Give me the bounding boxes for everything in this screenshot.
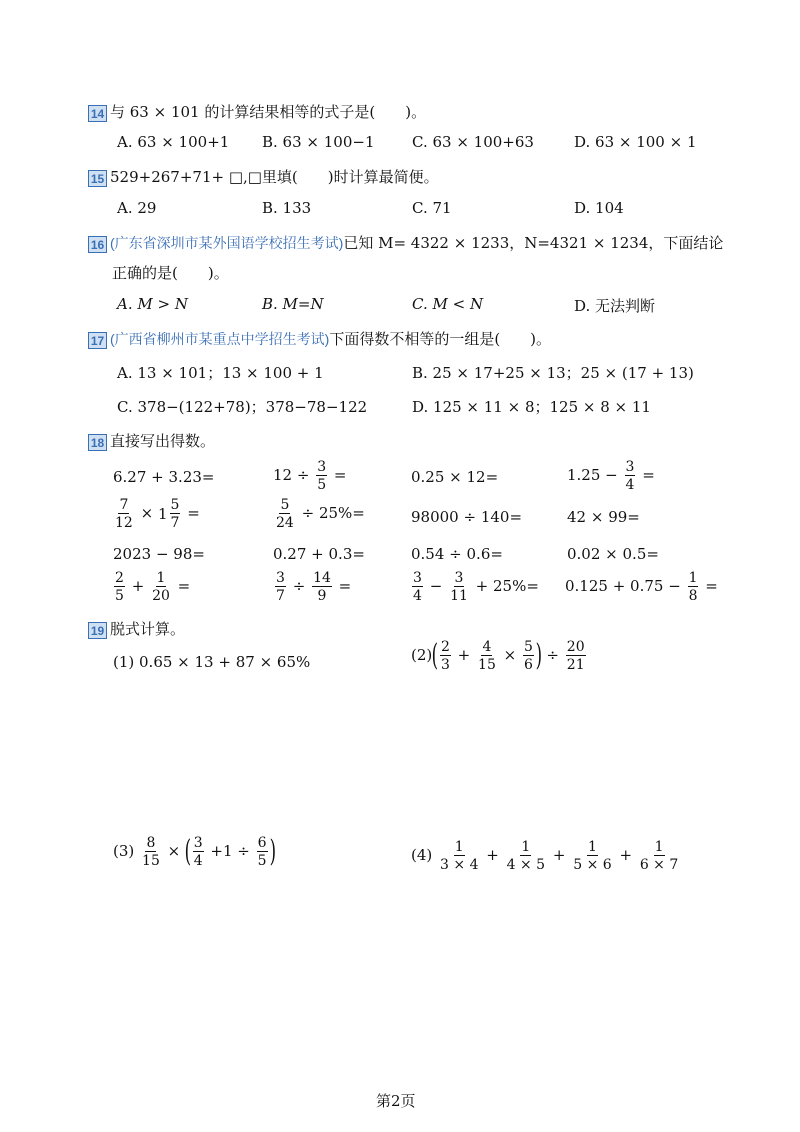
question-number-badge: 18 <box>88 434 107 451</box>
fraction: $\frac{2}{5}$ <box>115 570 124 604</box>
q14-option-d: D. 63 × 100 × 1 <box>574 133 697 151</box>
fraction: $\frac{7}{12}$ <box>115 497 133 531</box>
q15-option-d: D. 104 <box>574 199 624 217</box>
q18-stem: 直接写出得数。 <box>110 432 216 450</box>
q18-r4-c2: $\frac{3}{7}$ ÷ $\frac{14}{9}$ = <box>276 570 352 604</box>
q14-stem-line <box>88 101 426 122</box>
fraction: $\frac{1}{3 \times 4}$ <box>440 839 479 873</box>
q18-r4-c4: 0.125 + 0.75 − $\frac{1}{8}$ = <box>565 570 718 604</box>
q18-r3-c3: 0.54 ÷ 0.6= <box>411 545 503 563</box>
q19-stem: 脱式计算。 <box>110 620 186 638</box>
q15-stem: 529+267+71+ □,□里填( )时计算最简便。 <box>110 168 439 186</box>
q18-r3-c2: 0.27 + 0.3= <box>273 545 365 563</box>
q19-problem-3: (3) $\frac{8}{15}$ × ( $\frac{3}{4}$ +1 ÷ $\frac{6}{5}$ ) <box>113 834 276 869</box>
q19-problem-1: (1) 0.65 × 13 + 87 × 65% <box>113 653 311 671</box>
q14-stem: 与 63 × 101 的计算结果相等的式子是( )。 <box>110 103 427 121</box>
q19-problem-2: (2)( $\frac{2}{3}$ + $\frac{4}{15}$ × $\frac{5}{6}$ ) ÷ $\frac{20}{21}$ <box>411 638 585 673</box>
q18-stem-line <box>88 430 215 451</box>
q17-stem: 下面得数不相等的一组是( )。 <box>329 330 552 348</box>
fraction: $\frac{3}{5}$ <box>317 459 327 493</box>
q15-option-b: B. 133 <box>262 199 312 217</box>
fraction: $\frac{3}{4}$ <box>193 835 203 869</box>
q16-source: (广东省深圳市某外国语学校招生考试) <box>110 235 344 251</box>
question-number-badge: 16 <box>88 236 107 253</box>
fraction: $\frac{20}{21}$ <box>566 639 585 673</box>
q16-stem-line <box>88 232 723 253</box>
q16-option-c: C. M < N <box>412 295 484 313</box>
q18-r1-c3: 0.25 × 12= <box>411 468 499 486</box>
fraction: $\frac{3}{4}$ <box>413 570 422 604</box>
fraction: $\frac{8}{15}$ <box>142 835 160 869</box>
q15-stem-line <box>88 166 439 187</box>
question-number-badge: 19 <box>88 622 107 639</box>
q17-stem-line <box>88 328 551 349</box>
fraction: $\frac{6}{5}$ <box>257 835 267 869</box>
question-number-badge: 17 <box>88 332 107 349</box>
q18-r3-c4: 0.02 × 0.5= <box>567 545 659 563</box>
q19-problem-4: (4) $\frac{1}{3 \times 4}$ + $\frac{1}{4 \times 5}$ + $\frac{1}{5 \times 6}$ + $\frac{1}{6 \times 7}$ <box>411 839 679 873</box>
q18-r2-c4: 42 × 99= <box>567 508 640 526</box>
q18-r4-c1: $\frac{2}{5}$ + $\frac{1}{20}$ = <box>115 570 191 604</box>
q16-stem: 已知 M= 4322 × 1233，N=4321 × 1234，下面结论 <box>343 234 724 252</box>
q14-option-a: A. 63 × 100+1 <box>117 133 230 151</box>
fraction: $\frac{1}{8}$ <box>688 570 698 604</box>
q17-option-a: A. 13 × 101；13 × 100 + 1 <box>117 364 324 382</box>
question-number-badge: 14 <box>88 105 107 122</box>
q18-r2-c3: 98000 ÷ 140= <box>411 508 523 526</box>
q17-option-d: D. 125 × 11 × 8；125 × 8 × 11 <box>412 398 651 416</box>
fraction: $\frac{2}{3}$ <box>440 639 450 673</box>
q15-option-c: C. 71 <box>412 199 452 217</box>
q18-r1-c2: 12 ÷ $\frac{3}{5}$ = <box>273 459 347 493</box>
fraction: $\frac{14}{9}$ <box>313 570 331 604</box>
q14-option-c: C. 63 × 100+63 <box>412 133 534 151</box>
q16-stem-cont: 正确的是( )。 <box>112 264 229 282</box>
q15-option-a: A. 29 <box>117 199 157 217</box>
q17-source: (广西省柳州市某重点中学招生考试) <box>110 331 330 347</box>
fraction: $\frac{3}{11}$ <box>450 570 468 604</box>
mixed-number: 1 $\frac{5}{7}$ <box>157 497 180 531</box>
fraction: $\frac{4}{15}$ <box>478 639 496 673</box>
q17-option-c: C. 378−(122+78)；378−78−122 <box>117 398 368 416</box>
q18-r1-c1: 6.27 + 3.23= <box>113 468 215 486</box>
fraction: $\frac{5}{6}$ <box>524 639 533 673</box>
q18-r2-c2: $\frac{5}{24}$ ÷ 25%= <box>276 497 365 531</box>
fraction: $\frac{3}{4}$ <box>625 459 635 493</box>
fraction: $\frac{5}{24}$ <box>276 497 294 531</box>
q18-r3-c1: 2023 − 98= <box>113 545 205 563</box>
page-number: 第2页 <box>376 1092 416 1110</box>
q19-stem-line <box>88 618 185 639</box>
question-number-badge: 15 <box>88 170 107 187</box>
q16-option-b: B. M=N <box>262 295 324 313</box>
q18-r1-c4: 1.25 − $\frac{3}{4}$ = <box>567 459 655 493</box>
fraction: $\frac{1}{6 \times 7}$ <box>639 839 679 873</box>
fraction: $\frac{3}{7}$ <box>276 570 285 604</box>
fraction: $\frac{1}{4 \times 5}$ <box>506 839 546 873</box>
q14-option-b: B. 63 × 100−1 <box>262 133 375 151</box>
q18-r2-c1: $\frac{7}{12}$ × 1 $\frac{5}{7}$ = <box>115 497 200 531</box>
q16-option-a: A. M > N <box>117 295 188 313</box>
fraction: $\frac{1}{5 \times 6}$ <box>573 839 612 873</box>
q16-option-d: D. 无法判断 <box>574 297 656 315</box>
q18-r4-c3: $\frac{3}{4}$ − $\frac{3}{11}$ + 25%= <box>413 570 539 604</box>
q17-option-b: B. 25 × 17+25 × 13；25 × (17 + 13) <box>412 364 694 382</box>
fraction: $\frac{1}{20}$ <box>152 570 170 604</box>
